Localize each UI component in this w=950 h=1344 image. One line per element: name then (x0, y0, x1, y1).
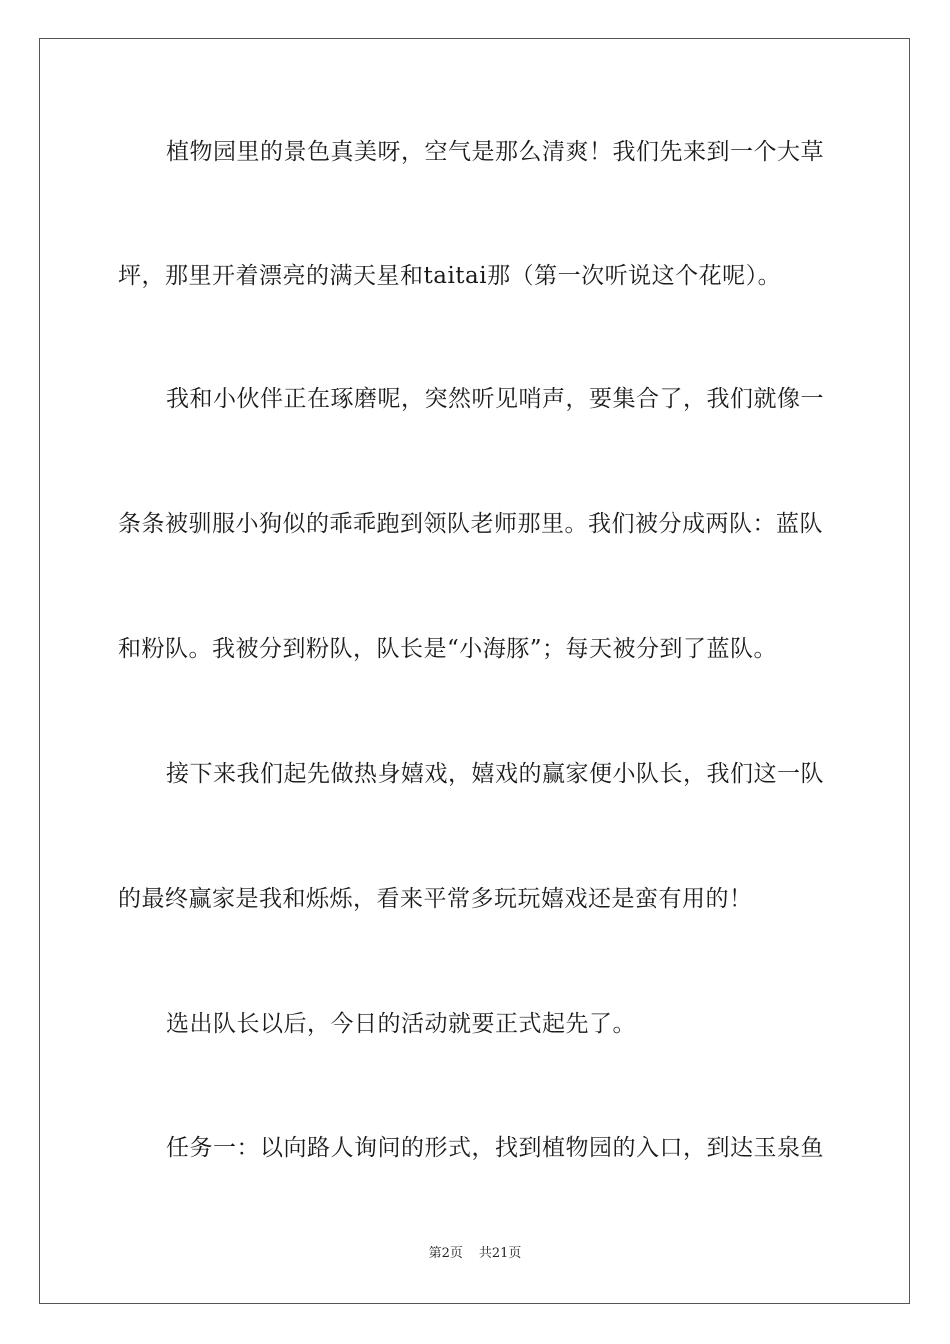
text-line-6: 接下来我们起先做热身嬉戏，嬉戏的赢家便小队长，我们这一队 (166, 761, 824, 787)
text-line-9: 任务一：以向路人询问的形式，找到植物园的入口，到达玉泉鱼 (166, 1135, 824, 1161)
page-total: 共21页 (478, 1246, 522, 1261)
page-number: 第2页 (428, 1246, 463, 1261)
text-line-7: 的最终赢家是我和烁烁，看来平常多玩玩嬉戏还是蛮有用的！ (118, 886, 753, 912)
page-footer (0, 1245, 950, 1263)
text-line-8: 选出队长以后，今日的活动就要正式起先了。 (166, 1011, 636, 1037)
text-line-2: 坪，那里开着漂亮的满天星和taitai那（第一次听说这个花呢）。 (118, 263, 782, 289)
text-line-1: 植物园里的景色真美呀，空气是那么清爽！我们先来到一个大草 (166, 139, 824, 165)
text-line-5: 和粉队。我被分到粉队，队长是“小海豚”；每天被分到了蓝队。 (118, 636, 778, 662)
text-line-3: 我和小伙伴正在琢磨呢，突然听见哨声，要集合了，我们就像一 (166, 386, 824, 412)
text-line-4: 条条被驯服小狗似的乖乖跑到领队老师那里。我们被分成两队：蓝队 (118, 511, 823, 537)
page-frame (39, 38, 910, 1304)
